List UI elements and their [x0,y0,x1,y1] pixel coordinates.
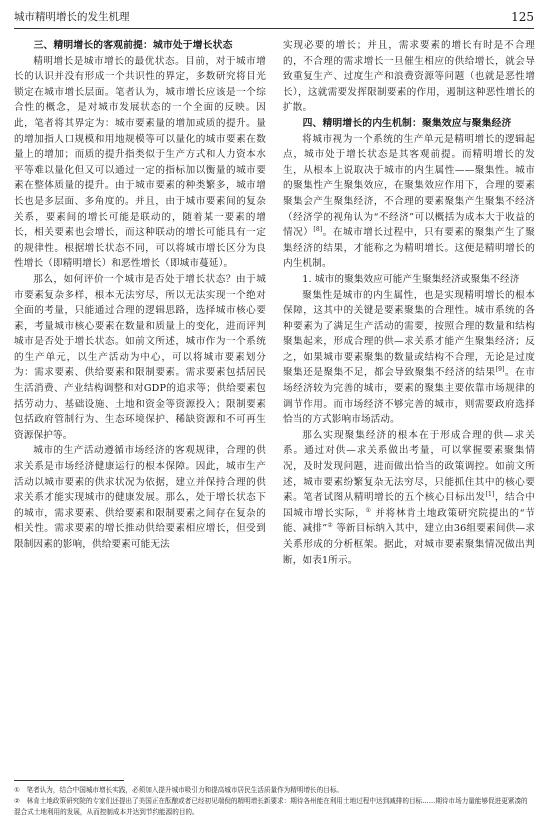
text-run: 。在城市增长过程中，只有要素的聚集产生了聚集经济的结果，才能称之为精明增长。这便是精明增长的内生机制。 [283,227,536,270]
page-number: 125 [511,10,534,24]
running-title: 城市精明增长的发生机理 [14,11,130,23]
text-run: 精明增长是城市增长的最优状态。目前，对于城市增长的认识并没有形成一个共识性的界定，多数研究将目光锁定在城市增长层面。笔者认为，城市增长应该是一个综合性的概念，是对城市发展状态的一个全面的反映。因此，笔者将其界定为：城市要素量的增加或质的提升。量的增加指人口规模和用地规模等可以量化的城市要素在数量上的增加；而质的提升指类似于生产方式和人力资本水平等难以量化但又可以通过一定的指标加以衡量的城市要素在整体质量的提升。由于城市要素的种类繁多，城市增长也是多层面、多角度的。并且，由于城市要素间的复杂关系，要素间的增长可能是联动的，随着某一要素的增长，相关要素也会增长，而这种联动的增长可能具有一定的规律性。根据增长状态不同，可以将城市增长区分为良性增长（即精明增长）和恶性增长（即城市蔓延）。 [14,55,266,270]
text-run: 四、精明增长的内生机制：聚集效应与聚集经济 [302,117,512,129]
paragraph [283,38,535,116]
citation-mark: [8] [313,225,323,233]
text-run: ，结合中国城市增长实际， [283,492,535,519]
footnote-1: ① 笔者认为，结合中国城市增长实践，必须加入提升城市吸引力和提高城市居民生活质量作为精明增长的目标。 [14,786,344,794]
footnote-2: ② 林肯土地政策研究院的专家们还提出了美国正在酝酿或者已经初见端倪的精明增长新要求：期待各州能在利用土地过程中达到减排的目标……期待市场力量能够促进更紧凑的混合式土地利用的发展，从而控制成本并达到节约能源的目的。 [14,797,528,816]
paragraph [14,54,266,272]
paragraph [14,443,266,552]
running-header [14,6,534,29]
paragraph [283,428,535,568]
section-heading [14,38,266,54]
footnote-mark: ② [327,522,333,530]
footnotes [14,785,534,818]
paragraph [14,272,266,444]
footnote-mark: ① [365,506,372,514]
text-run: 并将林肯土地政策研究院提出的“节能、减排” [283,507,535,535]
text-run: 城市的生产活动遵循市场经济的客观规律，合理的供求关系是市场经济健康运行的根本保障。因此，城市生产活动以城市要素的供求状况为依据，建立并保持合理的供求关系才能实现城市的健康发展。那么，处于增长状态下的城市，需求要素、供给要素和限制要素之间存在复杂的相关性。需求要素的增长推动供给要素相应增长，但受到限制因素的影响，供给要素可能无法 [14,445,266,550]
left-column [14,38,266,553]
citation-mark: [1] [485,491,495,499]
right-column [283,38,535,568]
section-heading [283,272,535,288]
text-run: 等新目标纳入其中，建立由36组要素间供—求关系形成的分析框架。据此，对城市要素聚集情况做出判断，如表1所示。 [283,523,536,566]
text-run: 三、精明增长的客观前提：城市处于增长状态 [33,40,233,51]
section-heading [283,116,535,132]
footnote-rule [14,780,124,781]
text-run: 那么实现聚集经济的根本在于形成合理的供—求关系。通过对供—求关系做出考量，可以掌握要素聚集情况，及时发现问题，进而做出恰当的政策调控。如前文所述，城市要素纷繁复杂无法穷尽，只能抓住其中的核心要素。笔者试图从精明增长的五个核心目标出发 [283,429,535,504]
text-run: 1. 城市的聚集效应可能产生聚集经济或聚集不经济 [302,273,520,285]
text-run: 那么，如何评价一个城市是否处于增长状态？由于城市要素复杂多样，根本无法穷尽，所以无法实现一个绝对全面的考量，只能通过合理的逻辑思路，选择城市核心要素，考量城市核心要素在数量和质量上的变化，进而评判城市是否处于增长状态。如前文所述，城市作为一个系统的生产单元，以生产活动为中心，可以将城市要素划分为：需求要素、供给要素和限制要素。需求要素包括居民生活消费、产业结构调整和对GDP的追求等；供给要素包括劳动力、基础设施、土地和资金等资源投入；限制要素包括政府管制行为、生态环境保护、稀缺资源和不可再生资源保护等。 [14,273,266,441]
paragraph [283,288,535,428]
text-run: 聚集性是城市的内生属性，也是实现精明增长的根本保障，这其中的关键是要素聚集的合理性。城市系统的各种要素为了满足生产活动的需要，按照合理的数量和结构聚集起来，形成合理的供—求关系才能产生聚集经济；反之，如果城市要素聚集的数量或结构不合理，无论是过度聚集还是聚集不足，都会导致聚集不经济的结果 [283,289,535,379]
paragraph [283,132,535,272]
citation-mark: [9] [495,366,505,374]
text-run: 实现必要的增长；并且，需求要素的增长有时是不合理的，不合理的需求增长一旦催生相应的供给增长，就会导致重复生产、过度生产和浪费资源等问题（也就是恶性增长），这就需要发挥限制要素的作用，遏制这种恶性增长的扩散。 [283,40,535,114]
text-run: 。在市场经济较为完善的城市，要素的聚集主要依靠市场规律的调节作用。而市场经济不够完善的城市，则需要政府选择恰当的方式影响市场活动。 [283,367,536,426]
text-run: 将城市视为一个系统的生产单元是精明增长的逻辑起点，城市处于增长状态是其客观前提。而精明增长的发生，从根本上说取决于城市的内生属性——聚集性。城市的聚集性产生聚集效应，在聚集效应作用下，合理的要素聚集会产生聚集经济，不合理的要素聚集产生聚集不经济（经济学的视角认为“不经济”可以概括为成本大于收益的情况） [283,133,535,239]
